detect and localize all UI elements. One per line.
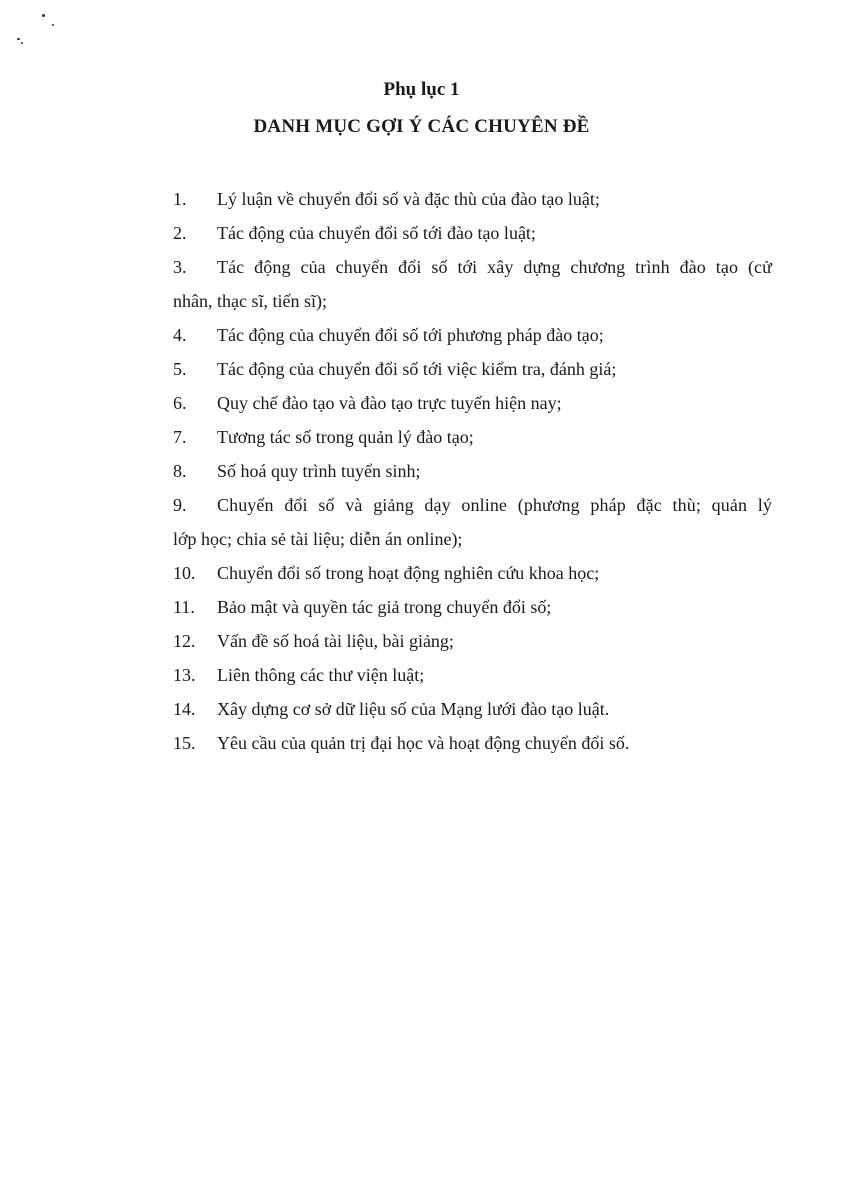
item-number: 12.	[173, 631, 196, 651]
list-item	[0, 352, 843, 386]
list-item	[0, 386, 843, 420]
item-text-continuation: lớp học; chia sẻ tài liệu; diễn án online);	[173, 529, 463, 549]
topic-list	[0, 182, 843, 760]
list-item	[0, 420, 843, 454]
item-text: Tác động của chuyển đổi số tới việc kiểm tra, đánh giá;	[217, 359, 617, 379]
list-item	[0, 658, 843, 692]
item-text: Vấn đề số hoá tài liệu, bài giảng;	[217, 631, 454, 651]
item-number: 7.	[173, 427, 187, 447]
item-number: 10.	[173, 563, 196, 583]
item-text: Tác động của chuyển đổi số tới xây dựng chương trình đào tạo (cử	[217, 257, 772, 277]
scan-speck	[52, 24, 54, 26]
item-number: 15.	[173, 733, 196, 753]
item-text: Tương tác số trong quản lý đào tạo;	[217, 427, 474, 447]
item-text: Tác động của chuyển đổi số tới phương pháp đào tạo;	[217, 325, 604, 345]
item-text: Số hoá quy trình tuyển sinh;	[217, 461, 421, 481]
list-item	[0, 250, 843, 318]
scan-speck	[17, 38, 20, 40]
item-number: 13.	[173, 665, 196, 685]
item-number: 6.	[173, 393, 187, 413]
scan-speck	[21, 42, 23, 44]
item-text: Quy chế đào tạo và đào tạo trực tuyến hiện nay;	[217, 393, 562, 413]
item-text: Liên thông các thư viện luật;	[217, 665, 425, 685]
item-number: 14.	[173, 699, 196, 719]
list-item	[0, 590, 843, 624]
item-number: 4.	[173, 325, 187, 345]
list-item	[0, 624, 843, 658]
item-text: Tác động của chuyển đổi số tới đào tạo luật;	[217, 223, 536, 243]
list-item	[0, 488, 843, 556]
item-text: Chuyển đổi số và giảng dạy online (phương pháp đặc thù; quản lý	[217, 495, 772, 515]
list-item	[0, 182, 843, 216]
item-number: 11.	[173, 597, 195, 617]
item-text: Chuyển đổi số trong hoạt động nghiên cứu khoa học;	[217, 563, 600, 583]
item-text-continuation: nhân, thạc sĩ, tiến sĩ);	[173, 291, 327, 311]
item-number: 3.	[173, 257, 187, 277]
list-item	[0, 726, 843, 760]
scan-speck	[42, 14, 45, 17]
item-number: 9.	[173, 495, 187, 515]
list-item	[0, 216, 843, 250]
appendix-label: Phụ lục 1	[383, 79, 460, 100]
list-item	[0, 556, 843, 590]
item-number: 2.	[173, 223, 187, 243]
list-item	[0, 318, 843, 352]
list-item	[0, 454, 843, 488]
item-text: Yêu cầu của quản trị đại học và hoạt động chuyển đổi số.	[217, 733, 630, 753]
page-title: DANH MỤC GỢI Ý CÁC CHUYÊN ĐỀ	[253, 116, 590, 137]
item-text: Lý luận về chuyển đổi số và đặc thù của đào tạo luật;	[217, 189, 600, 209]
item-text: Xây dựng cơ sở dữ liệu số của Mạng lưới đào tạo luật.	[217, 699, 610, 719]
item-number: 5.	[173, 359, 187, 379]
item-text: Bảo mật và quyền tác giả trong chuyển đổi số;	[217, 597, 552, 617]
list-item	[0, 692, 843, 726]
item-number: 8.	[173, 461, 187, 481]
item-number: 1.	[173, 189, 187, 209]
